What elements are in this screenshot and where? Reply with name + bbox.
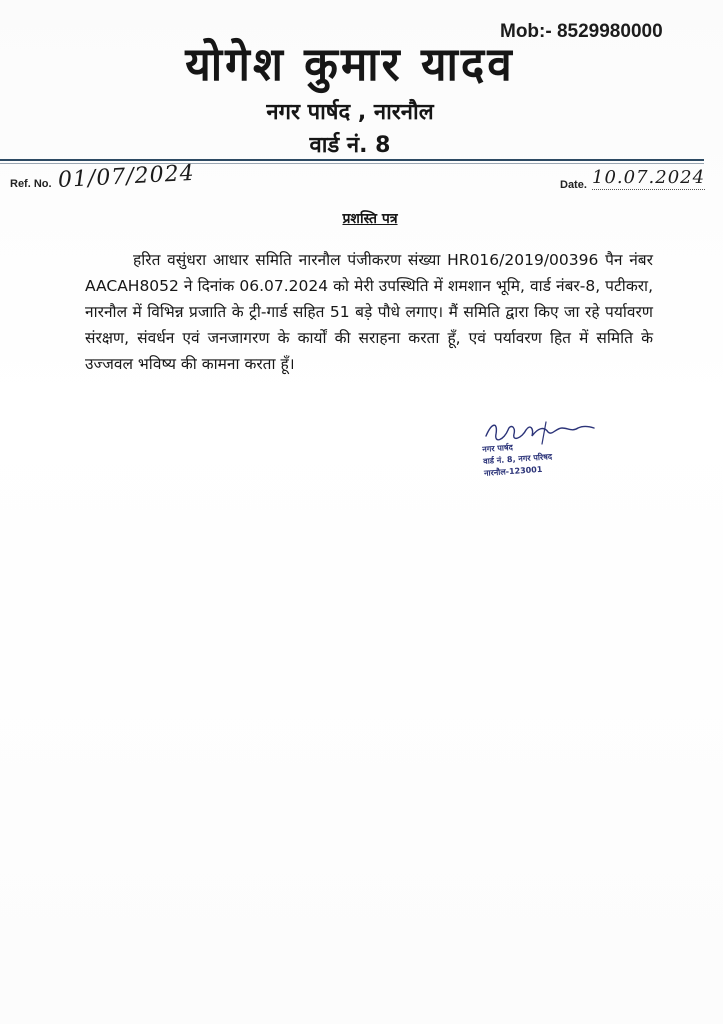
date-value: 10.07.2024 <box>592 167 706 188</box>
stamp-line-3: नारनौल-123001 <box>483 464 543 478</box>
document-body <box>85 247 653 377</box>
stamp-line-2: वार्ड नं. 8, नगर परिषद <box>482 452 553 466</box>
ref-number-value: 01/07/2024 <box>57 160 196 193</box>
ref-number-label: Ref. No. <box>10 178 52 190</box>
header-divider-shadow <box>0 163 704 164</box>
header-divider <box>0 159 704 161</box>
letterhead-name: योगेश कुमार यादव <box>185 37 515 92</box>
document-title: प्रशस्ति पत्र <box>342 211 398 227</box>
official-stamp <box>482 436 594 480</box>
stamp-line-1: नगर पार्षद <box>482 442 514 454</box>
body-paragraph: हरित वसुंधरा आधार समिति नारनौल पंजीकरण संख्या HR016/2019/00396 पैन नंबर AACAH8052 ने दिनांक 06.07.2024 को मेरी उपस्थिति में शमशान भूमि, वार्ड नंबर-8, पटीकरा, नारनौल में विभिन्न प्रजाति के ट्री-गार्ड सहित 51 बड़े पौधे लगाए। मैं समिति द्वारा किए जा रहे पर्यावरण संरक्षण, संवर्धन एवं जनजागरण के कार्यों की सराहना करता हूँ, एवं पर्यावरण हित में समिति के उज्जवल भविष्य की कामना करता हूँ। <box>85 251 653 373</box>
date-label: Date. <box>560 179 587 191</box>
letterhead-ward: वार्ड नं. 8 <box>309 133 391 158</box>
mobile-number: Mob:- 8529980000 <box>500 21 663 42</box>
letterhead-designation: नगर पार्षद , नारनौल <box>266 100 434 125</box>
